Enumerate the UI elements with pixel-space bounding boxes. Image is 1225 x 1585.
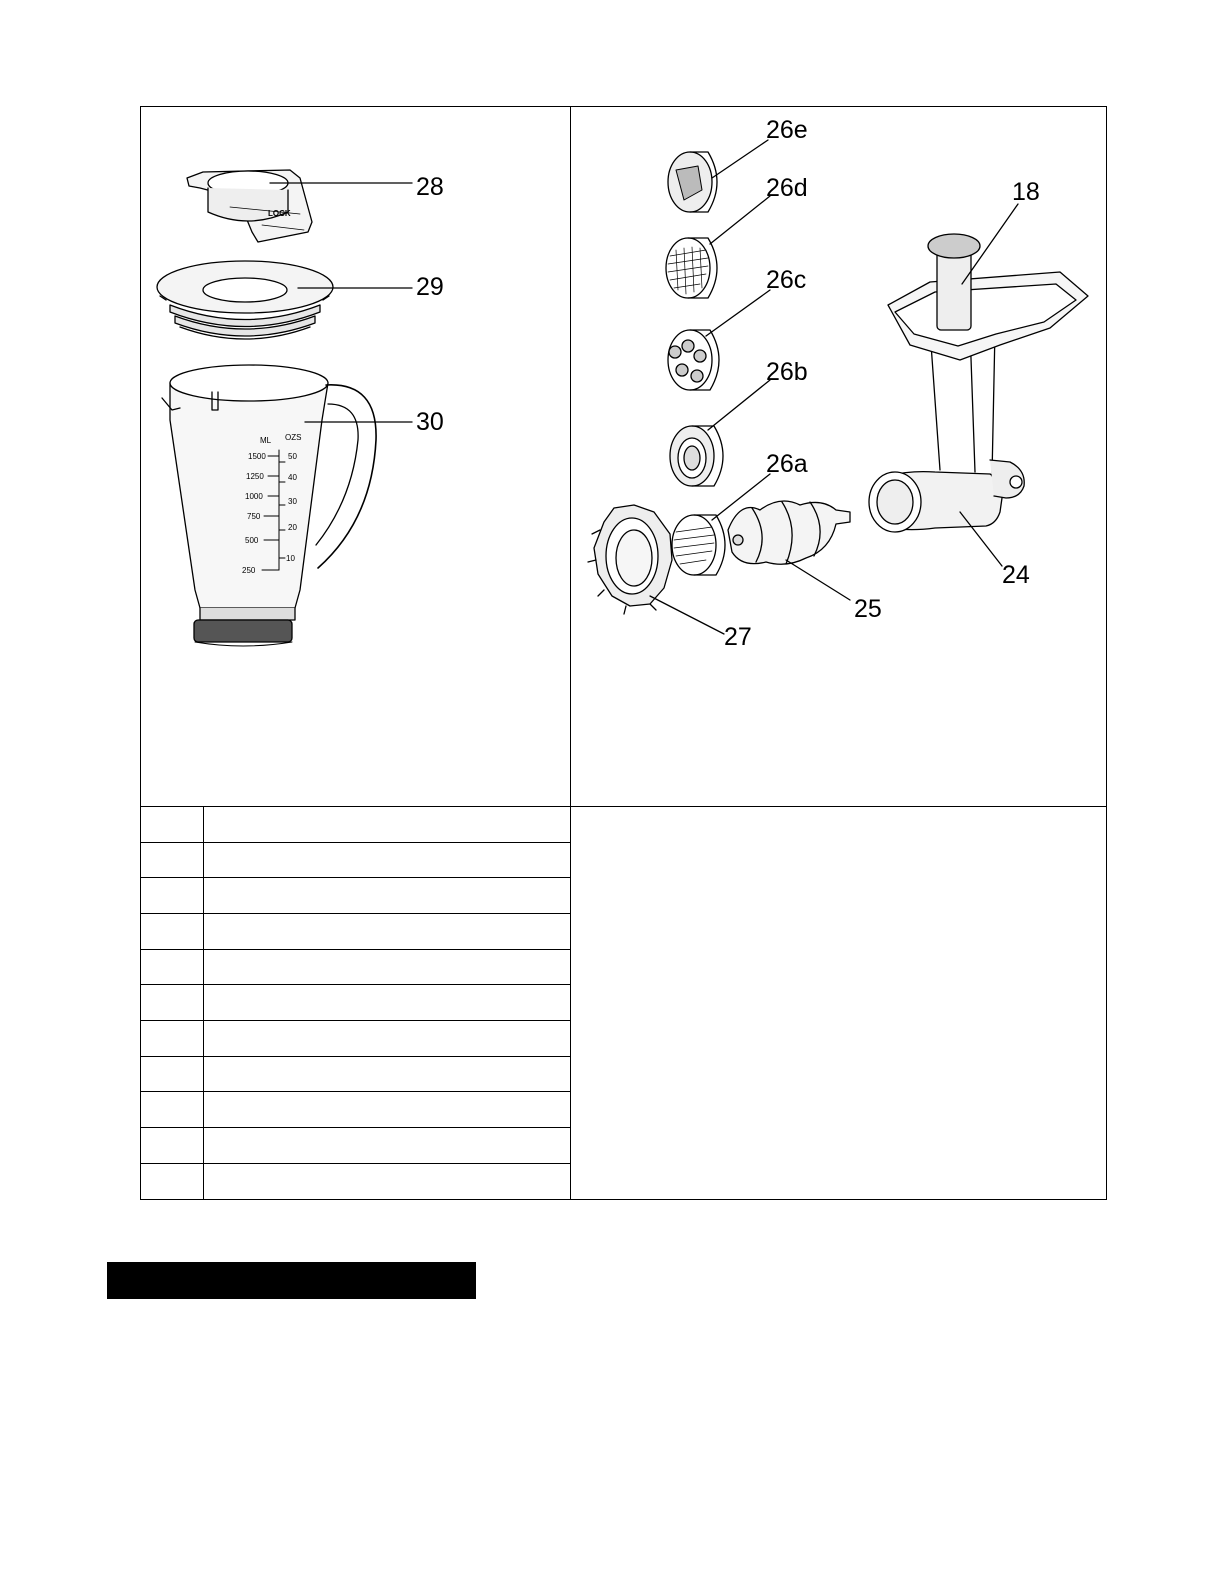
scale-oz-mark: 20	[288, 523, 297, 532]
callout-26b: 26b	[766, 358, 808, 386]
disk-26d-drawing	[666, 238, 717, 298]
lid-cap-drawing	[187, 170, 312, 242]
scale-oz-mark: 40	[288, 473, 297, 482]
callout-18: 18	[1012, 178, 1040, 206]
callout-28: 28	[416, 173, 444, 201]
scale-ozs-header: OZS	[285, 433, 302, 442]
table-row-rule	[140, 877, 570, 878]
callout-27: 27	[724, 623, 752, 651]
table-row-rule	[140, 949, 570, 950]
table-row-rule	[140, 1091, 570, 1092]
lock-label: LOCK	[268, 209, 291, 218]
disk-26c-drawing	[668, 330, 719, 390]
table-row-rule	[140, 1056, 570, 1057]
ring-nut-drawing	[588, 505, 672, 614]
disk-26e-drawing	[668, 152, 717, 212]
scale-ml-mark: 750	[247, 512, 261, 521]
jar-lid-drawing	[157, 261, 333, 339]
disk-26a-drawing	[672, 515, 725, 575]
scale-oz-mark: 50	[288, 452, 297, 461]
table-row-rule	[140, 842, 570, 843]
callout-30: 30	[416, 408, 444, 436]
table-row-rule	[140, 984, 570, 985]
callout-26c: 26c	[766, 266, 807, 294]
scale-ml-header: ML	[260, 436, 272, 445]
leader-line-26d	[710, 196, 770, 244]
scale-ml-mark: 1500	[248, 452, 266, 461]
scale-oz-mark: 10	[286, 554, 295, 563]
table-number-column-rule	[203, 806, 204, 1199]
food-tray-drawing	[888, 234, 1088, 360]
scale-ml-mark: 250	[242, 566, 256, 575]
leader-line-26e	[712, 140, 768, 178]
callout-29: 29	[416, 273, 444, 301]
scale-ml-mark: 500	[245, 536, 259, 545]
leader-line-26b	[708, 380, 770, 430]
table-row-rule	[140, 913, 570, 914]
grinder-body-drawing	[869, 330, 1024, 532]
table-row-rule	[140, 1127, 570, 1128]
callout-24: 24	[1002, 561, 1030, 589]
callout-25: 25	[854, 595, 882, 623]
leader-line-26c	[706, 290, 770, 336]
table-top-rule	[140, 806, 1107, 807]
callout-26a: 26a	[766, 450, 808, 478]
callout-26e: 26e	[766, 116, 808, 144]
scale-ml-mark: 1250	[246, 472, 264, 481]
blender-jar-drawing	[162, 365, 376, 646]
leader-line-25	[786, 560, 850, 600]
scale-oz-mark: 30	[288, 497, 297, 506]
section-heading-bar	[107, 1262, 476, 1299]
scale-ml-mark: 1000	[245, 492, 263, 501]
leader-line-27	[650, 596, 724, 634]
disk-26b-drawing	[670, 426, 723, 486]
auger-drawing	[728, 501, 850, 564]
table-row-rule	[140, 1020, 570, 1021]
table-row-rule	[140, 1163, 570, 1164]
callout-26d: 26d	[766, 174, 808, 202]
